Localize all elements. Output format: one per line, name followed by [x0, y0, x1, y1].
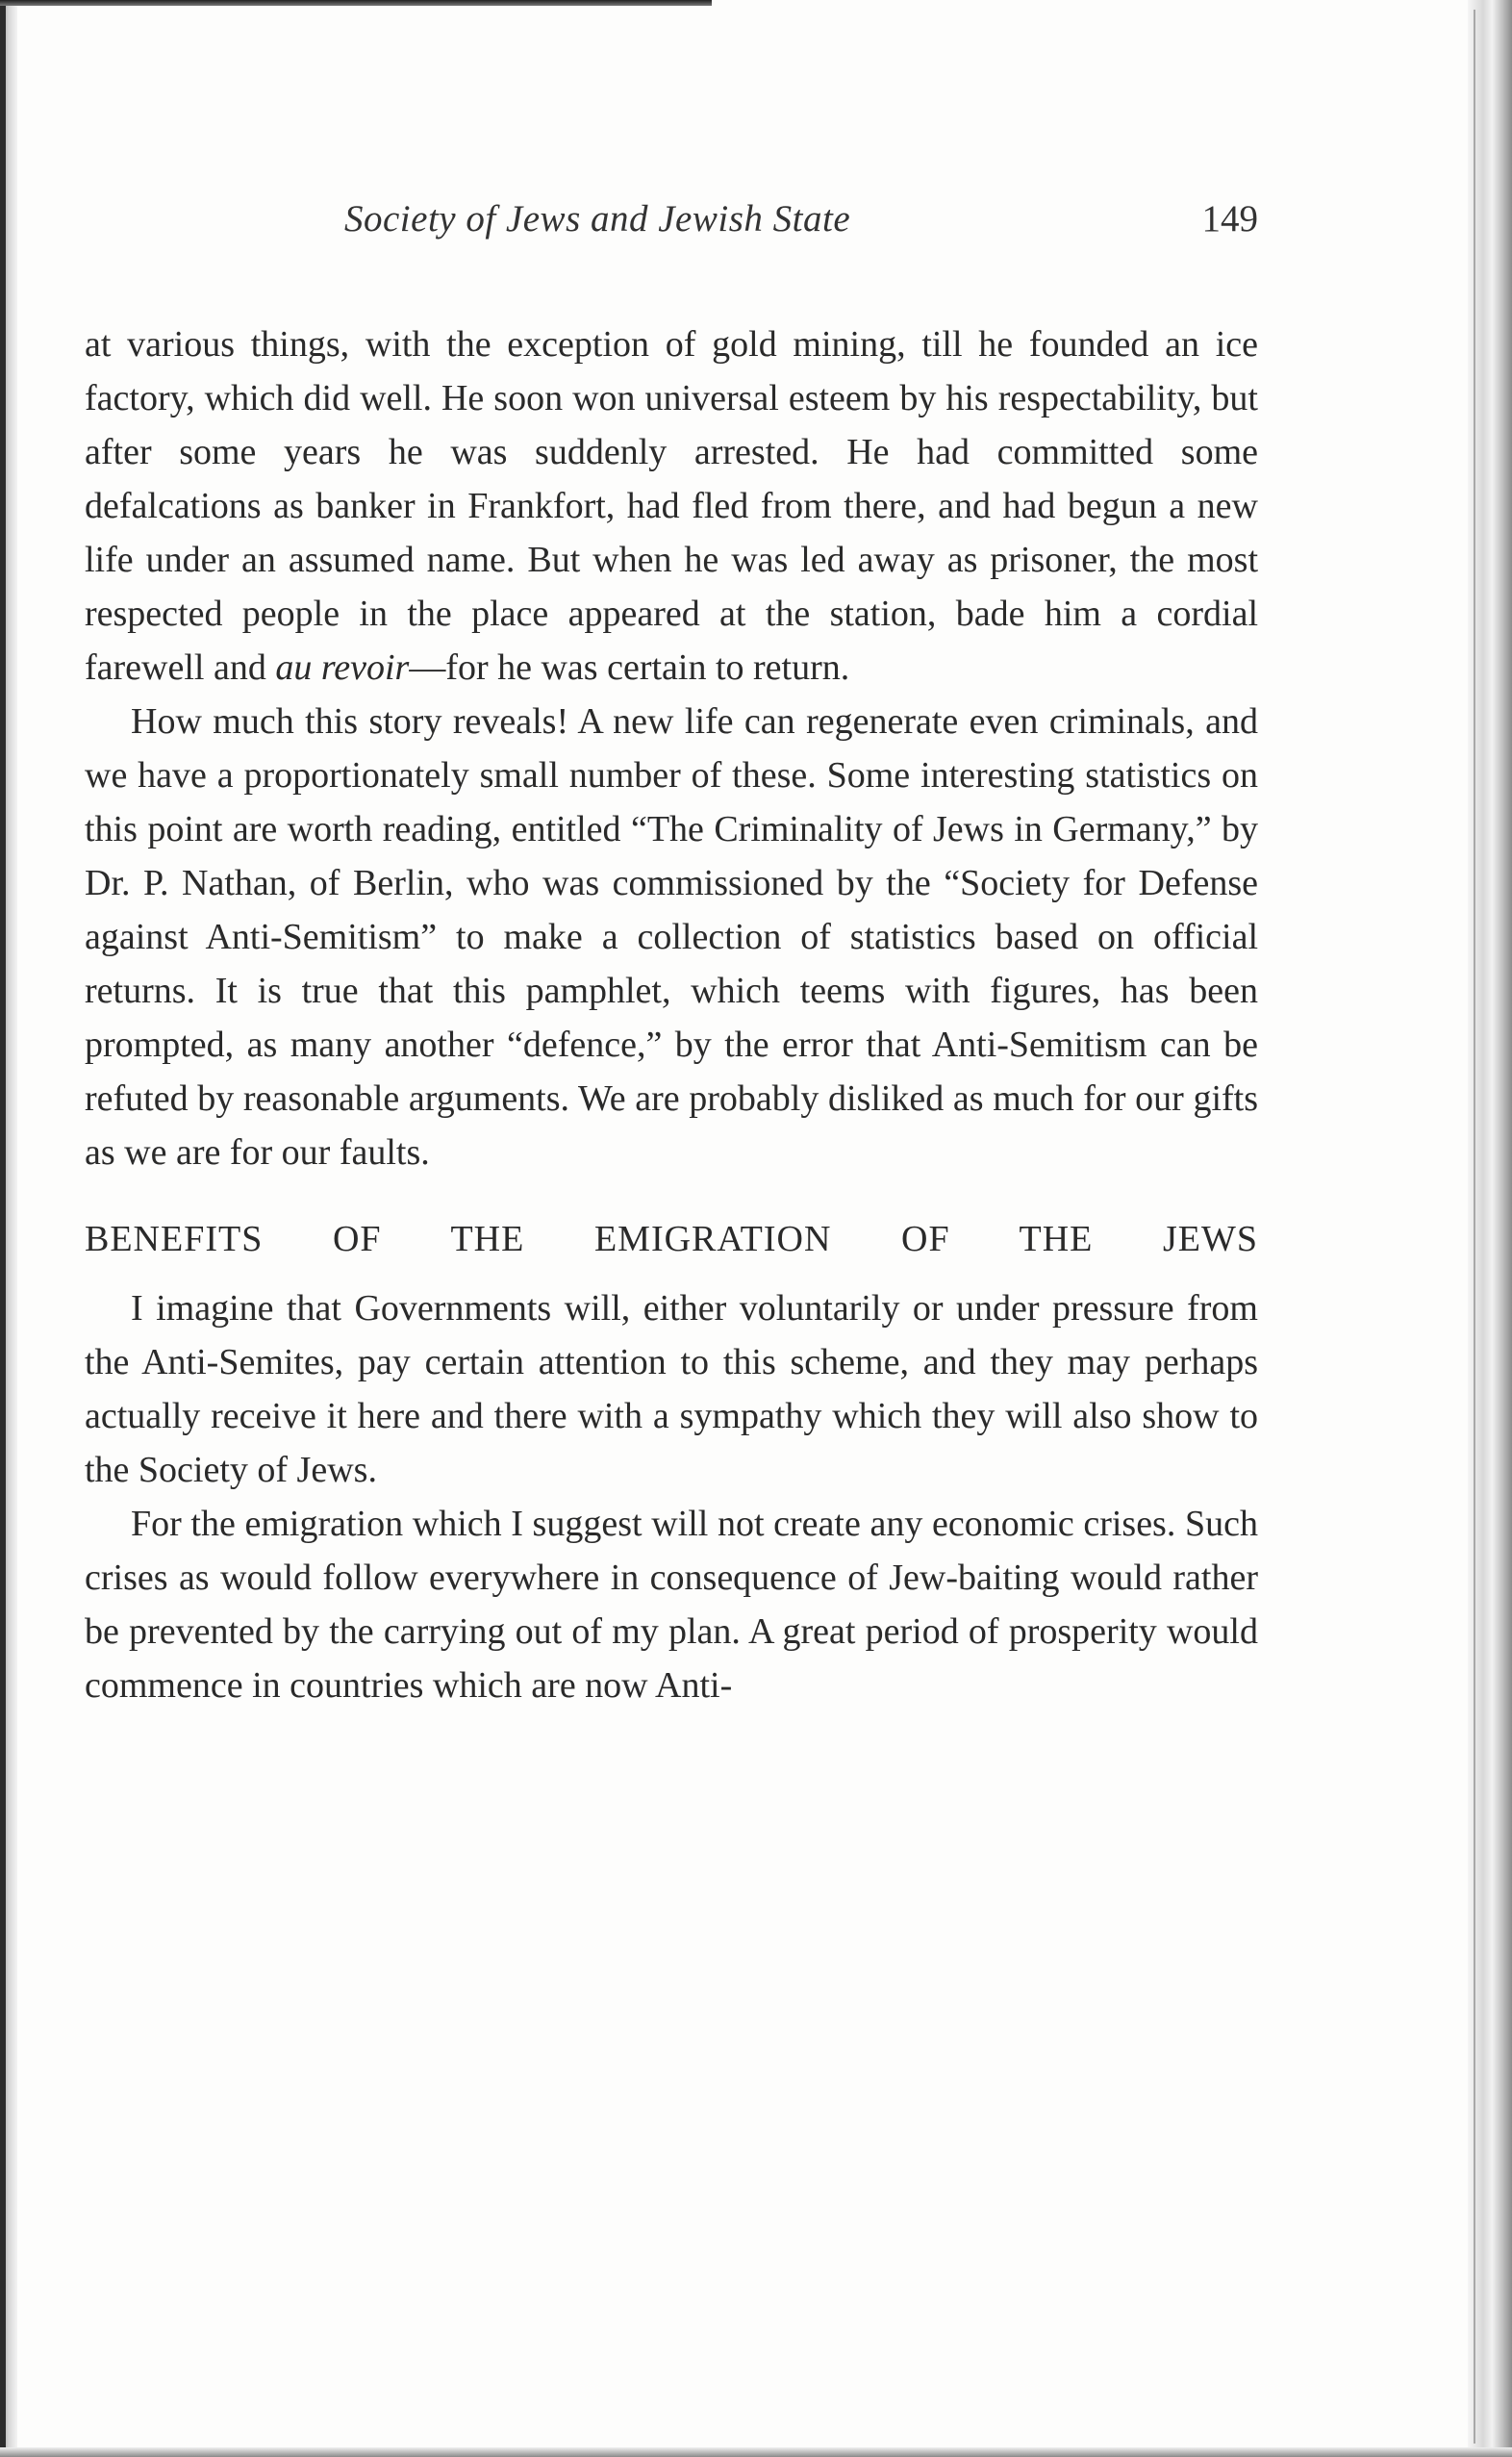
- paragraph-1-text: at various things, with the exception of gold mining, till he founded an ice factory, which did well. He soon won universal esteem by his respectability, but after some years he was suddenly arrested. He had committed some defalcations as banker in Frankfort, had fled from there, and had begun a new life under an assumed name. But when he was led away as prisoner, the most respected people in the place appeared at the station, bade him a cordial farewell and: [85, 324, 1258, 688]
- paragraph-2: How much this story reveals! A new life can regenerate even criminals, and we have a proportionately small number of these. Some interesting statistics on this point are worth reading, entitled “The Criminality of Jews in Germany,” by Dr. P. Nathan, of Berlin, who was commissioned by the “Society for Defense against Anti-Semitism” to make a collection of statistics based on official returns. It is true that this pamphlet, which teems with figures, has been prompted, as many another “defence,” by the error that Anti-Semitism can be refuted by reasonable arguments. We are probably disliked as much for our gifts as we are for our faults.: [85, 701, 1258, 1173]
- scan-left-shadow: [0, 0, 6, 2457]
- paragraph-1: [85, 317, 1258, 695]
- section-paragraph-2: For the emigration which I suggest will not create any economic crises. Such crises as would follow everywhere in consequence of Jew-baiting would rather be prevented by the carrying out of my plan. A great period of prosperity would commence in countries which are now Anti-: [85, 1504, 1258, 1706]
- section-heading: BENEFITS OF THE EMIGRATION OF THE JEWS: [85, 1219, 1258, 1259]
- running-head-title: Society of Jews and Jewish State: [344, 198, 851, 240]
- section-paragraph-1: I imagine that Governments will, either voluntarily or under pressure from the Anti-Semites, pay certain attention to this scheme, and they may perhaps actually receive it here and there with a sympathy which they will also show to the Society of Jews.: [85, 1288, 1258, 1490]
- page-number: 149: [1201, 198, 1258, 240]
- paragraph-1-tail: —for he was certain to return.: [409, 647, 850, 688]
- scan-top-edge: [0, 0, 712, 6]
- scan-bottom-edge: [0, 2447, 1512, 2457]
- scan-right-line: [1474, 10, 1475, 2444]
- paragraph-1-emphasis: au revoir: [275, 647, 410, 688]
- running-head: [85, 197, 1258, 255]
- body-text: [85, 317, 1258, 1712]
